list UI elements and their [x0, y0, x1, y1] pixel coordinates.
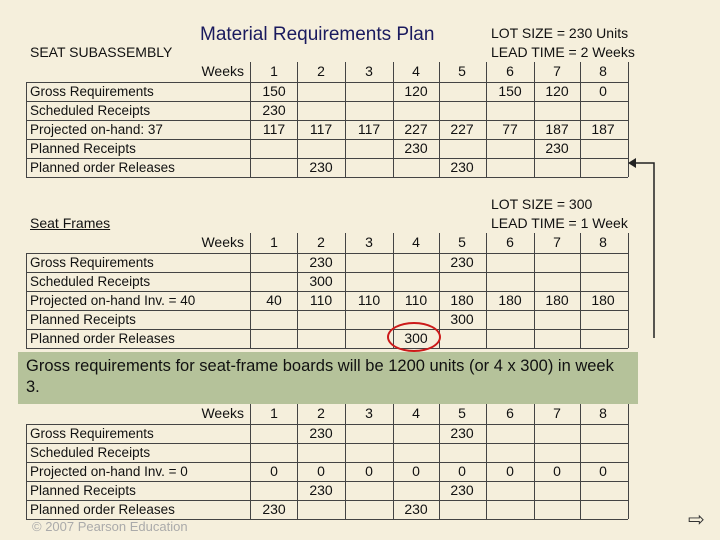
row-label: Scheduled Receipts [30, 103, 151, 118]
lot-size: LOT SIZE = 300 [491, 196, 593, 212]
week-header: 8 [599, 234, 607, 250]
table-cell: 230 [404, 501, 428, 517]
table-cell: 230 [450, 254, 474, 270]
table-cell: 150 [262, 83, 286, 99]
week-header: 7 [553, 405, 561, 421]
table-divider [26, 329, 628, 330]
week-header: 7 [553, 234, 561, 250]
table-cell: 230 [309, 482, 333, 498]
week-header: 5 [458, 405, 466, 421]
week-header: 8 [599, 405, 607, 421]
table-divider [26, 348, 628, 349]
table-cell: 300 [404, 330, 428, 346]
week-header: 8 [599, 63, 607, 79]
table-cell: 180 [450, 292, 474, 308]
table-cell: 0 [458, 463, 466, 479]
table-cell: 230 [450, 425, 474, 441]
row-label: Projected on-hand: 37 [30, 122, 163, 137]
highlight-circle [387, 322, 441, 352]
table-cell: 0 [412, 463, 420, 479]
row-label: Gross Requirements [30, 255, 154, 270]
lead-time: LEAD TIME = 1 Week [491, 215, 628, 231]
table-cell: 230 [404, 140, 428, 156]
table-cell: 40 [266, 292, 282, 308]
table-cell: 230 [450, 482, 474, 498]
week-header: 3 [365, 63, 373, 79]
row-label: Planned Receipts [30, 312, 136, 327]
table-cell: 0 [365, 463, 373, 479]
lead-time: LEAD TIME = 2 Weeks [491, 44, 635, 60]
table-cell: 300 [309, 273, 333, 289]
row-label: Planned Receipts [30, 141, 136, 156]
table-border [26, 424, 27, 519]
table-divider [26, 443, 628, 444]
table-cell: 180 [545, 292, 569, 308]
table-cell: 0 [599, 83, 607, 99]
table-divider [26, 310, 628, 311]
table-cell: 230 [262, 102, 286, 118]
section-name: Seat Frames [30, 215, 111, 231]
week-header: 7 [553, 63, 561, 79]
table-divider [628, 404, 629, 519]
table-cell: 117 [262, 121, 286, 137]
weeks-label: Weeks [201, 405, 244, 421]
row-label: Gross Requirements [30, 426, 154, 441]
table-cell: 110 [404, 292, 428, 308]
week-header: 1 [270, 405, 278, 421]
table-cell: 150 [498, 83, 522, 99]
table-cell: 230 [309, 254, 333, 270]
weeks-label: Weeks [201, 234, 244, 250]
week-header: 2 [317, 63, 325, 79]
week-header: 1 [270, 234, 278, 250]
table-divider [26, 101, 628, 102]
table-cell: 110 [357, 292, 381, 308]
next-slide-icon[interactable]: ⇨ [688, 509, 705, 531]
section-name: SEAT SUBASSEMBLY [30, 44, 173, 60]
week-header: 5 [458, 234, 466, 250]
week-header: 6 [506, 405, 514, 421]
row-label: Projected on-hand Inv. = 40 [30, 293, 196, 308]
row-label: Planned Receipts [30, 483, 136, 498]
week-header: 4 [412, 63, 420, 79]
table-cell: 187 [545, 121, 569, 137]
row-label: Planned order Releases [30, 160, 175, 175]
row-label: Planned order Releases [30, 502, 175, 517]
week-header: 2 [317, 405, 325, 421]
row-label: Planned order Releases [30, 331, 175, 346]
page-title: Material Requirements Plan [200, 24, 435, 45]
week-header: 2 [317, 234, 325, 250]
table-cell: 187 [591, 121, 615, 137]
table-border [26, 82, 27, 177]
week-header: 4 [412, 405, 420, 421]
table-cell: 117 [309, 121, 333, 137]
week-header: 6 [506, 63, 514, 79]
lot-size: LOT SIZE = 230 Units [491, 25, 629, 41]
table-cell: 230 [309, 425, 333, 441]
table-cell: 230 [262, 501, 286, 517]
table-cell: 230 [309, 159, 333, 175]
table-border [26, 253, 27, 348]
table-cell: 0 [506, 463, 514, 479]
table-cell: 227 [404, 121, 428, 137]
week-header: 4 [412, 234, 420, 250]
row-label: Scheduled Receipts [30, 274, 151, 289]
week-header: 1 [270, 63, 278, 79]
table-cell: 110 [309, 292, 333, 308]
week-header: 3 [365, 234, 373, 250]
link-arrow [626, 150, 656, 340]
table-divider [26, 177, 628, 178]
row-label: Projected on-hand Inv. = 0 [30, 464, 188, 479]
table-cell: 180 [498, 292, 522, 308]
table-cell: 120 [404, 83, 428, 99]
table-cell: 230 [450, 159, 474, 175]
week-header: 6 [506, 234, 514, 250]
week-header: 5 [458, 63, 466, 79]
row-label: Gross Requirements [30, 84, 154, 99]
table-cell: 77 [502, 121, 518, 137]
callout-note: Gross requirements for seat-frame boards will be 1200 units (or 4 x 300) in week 3. [18, 352, 638, 404]
table-cell: 180 [591, 292, 615, 308]
table-cell: 0 [553, 463, 561, 479]
table-cell: 0 [270, 463, 278, 479]
copyright-text: © 2007 Pearson Education [32, 519, 188, 534]
table-cell: 117 [357, 121, 381, 137]
table-divider [26, 500, 628, 501]
week-header: 3 [365, 405, 373, 421]
table-cell: 227 [450, 121, 474, 137]
table-cell: 230 [545, 140, 569, 156]
table-cell: 0 [599, 463, 607, 479]
row-label: Scheduled Receipts [30, 445, 151, 460]
table-cell: 0 [317, 463, 325, 479]
weeks-label: Weeks [201, 63, 244, 79]
table-cell: 120 [545, 83, 569, 99]
table-cell: 300 [450, 311, 474, 327]
